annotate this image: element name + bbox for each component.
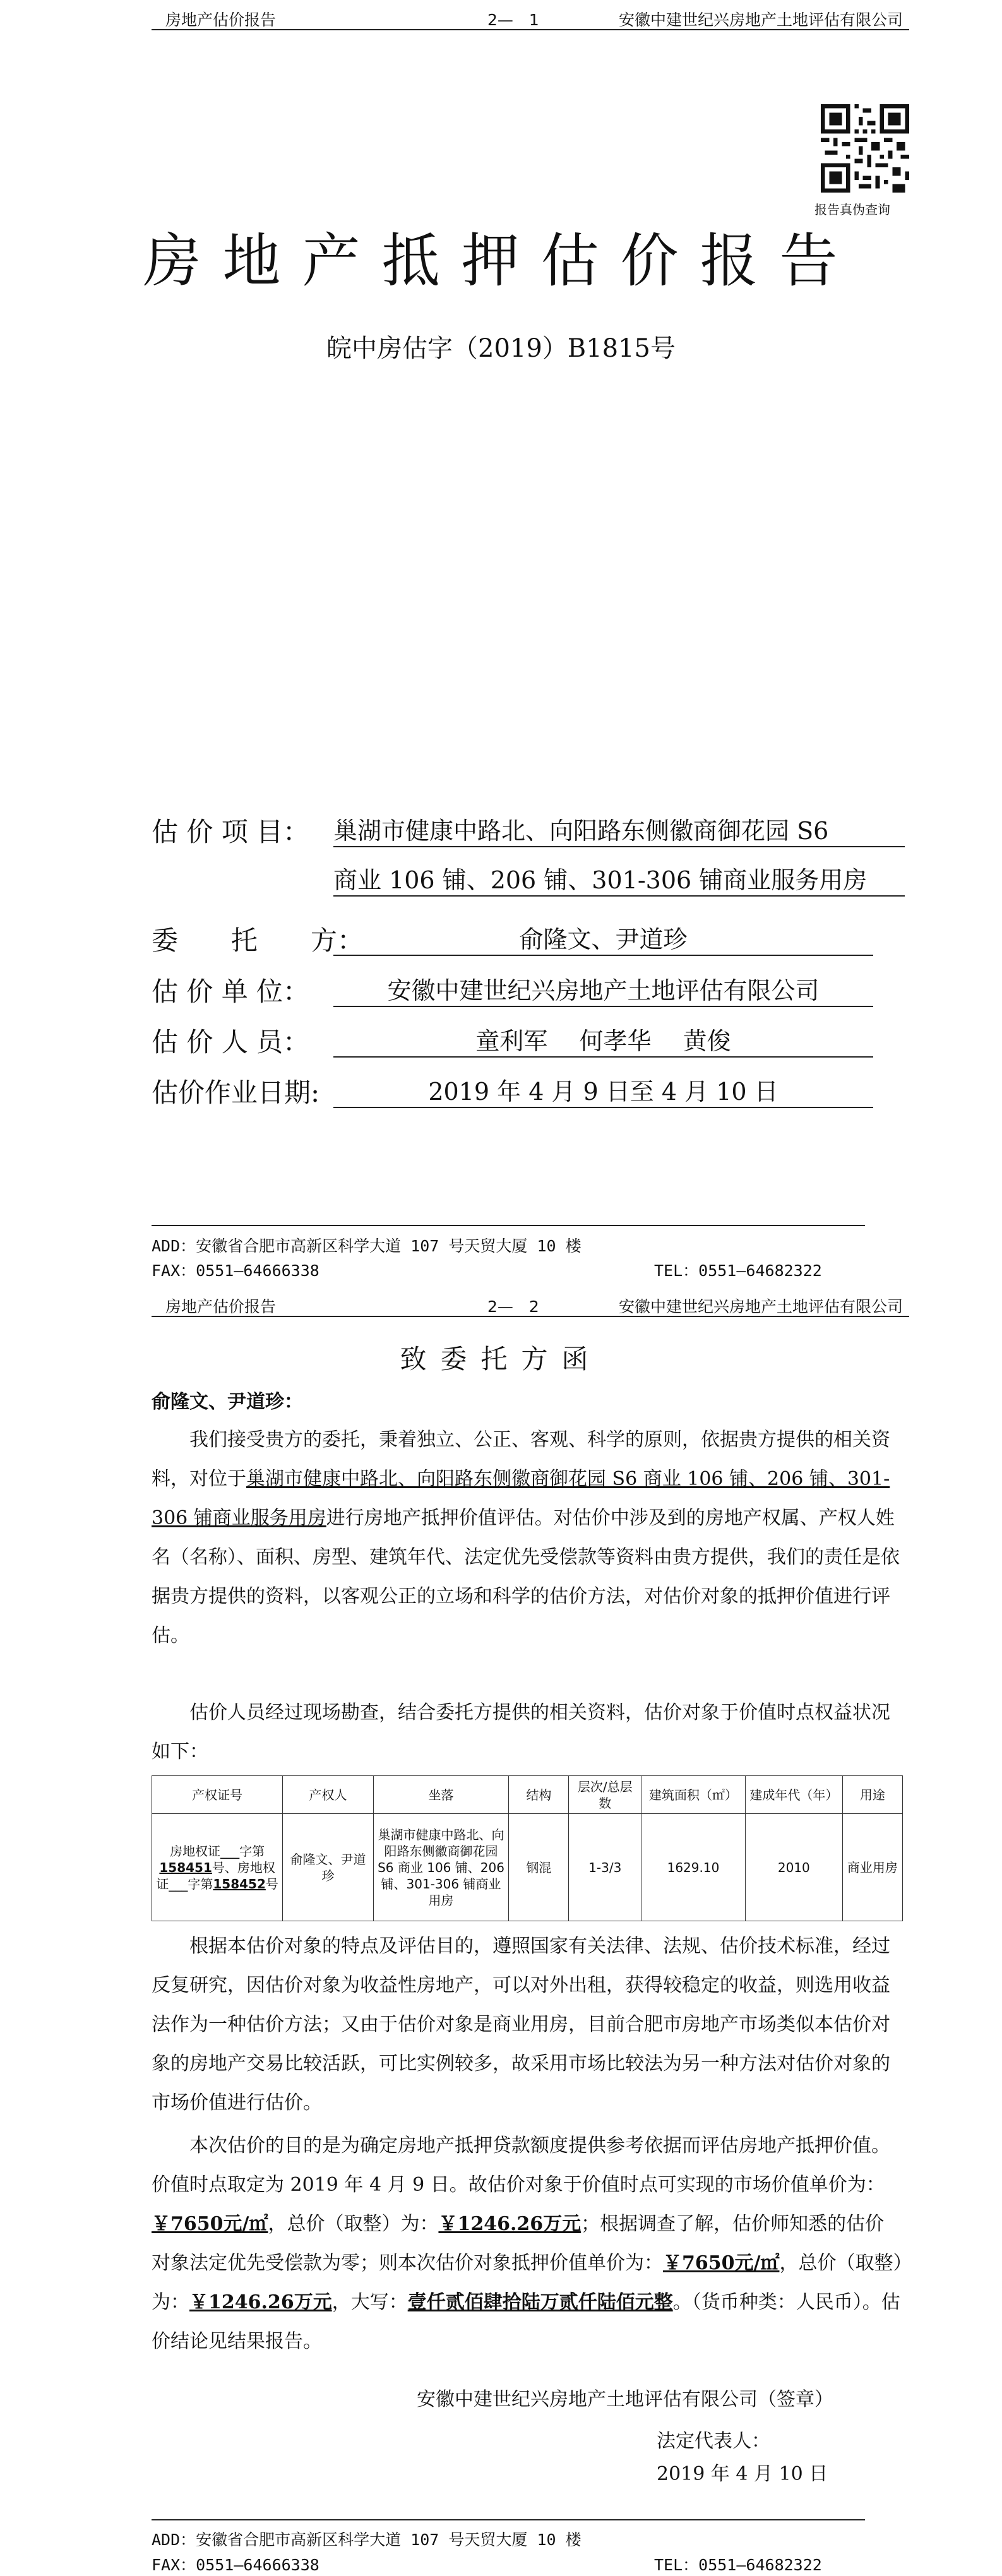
table-header: 产权证号 [152, 1776, 283, 1814]
paragraph-intro [152, 1421, 903, 1655]
date-label: 估价作业日期: [152, 1077, 320, 1108]
client-label: 委 托 方： [152, 925, 364, 956]
year-cell: 2010 [745, 1814, 842, 1921]
footer-tel: TEL：0551—64682322 [654, 1261, 822, 1280]
footer-fax: FAX：0551—64666338 [152, 2556, 319, 2574]
conclusion-text-a: 本次估价的目的是为确定房地产抵押贷款额度提供参考依据而评估房地产抵押价值。价值时点取定为 2019 年 4 月 9 日。故估价对象于价值时点可实现的市场价值单价为： [152, 2135, 890, 2196]
header-company: 安徽中建世纪兴房地产土地评估有限公司 [619, 11, 904, 29]
appraisers-label: 估 价 人 员： [152, 1027, 310, 1058]
table-header: 层次/总层数 [569, 1776, 641, 1814]
table-header: 建筑面积（㎡） [641, 1776, 746, 1814]
table-header-row [152, 1776, 903, 1814]
table-header: 用途 [842, 1776, 902, 1814]
project-value-line2: 商业 106 铺、206 铺、301-306 铺商业服务用房 [333, 861, 905, 897]
header-rule [152, 1316, 909, 1317]
date-value: 2019 年 4 月 9 日至 4 月 10 日 [333, 1072, 873, 1108]
footer-address: ADD：安徽省合肥市高新区科学大道 107 号天贸大厦 10 楼 [152, 2531, 582, 2549]
cert-number-2: 158452 [213, 1876, 266, 1892]
header-title: 房地产估价报告 [165, 1297, 277, 1316]
market-total-price: ￥1246.26万元 [438, 2213, 582, 2235]
footer-rule [152, 1225, 865, 1226]
conclusion-text-b: ，总价（取整）为： [268, 2213, 439, 2235]
paragraph-conclusion [152, 2126, 903, 2361]
paragraph-survey: 估价人员经过现场勘查，结合委托方提供的相关资料，估价对象于价值时点权益状况如下： [152, 1702, 890, 1763]
total-price-in-words: 壹仟贰佰肆拾陆万贰仟陆佰元整 [407, 2291, 673, 2313]
appraisers-value: 童利军 何孝华 黄俊 [333, 1022, 873, 1058]
qr-code-icon[interactable] [821, 104, 909, 193]
table-header: 结构 [509, 1776, 569, 1814]
conclusion-text-e: ，大写： [331, 2291, 408, 2313]
market-unit-price: ￥7650元/㎡ [152, 2213, 268, 2235]
header-title: 房地产估价报告 [165, 11, 277, 29]
location-cell: 巢湖市健康中路北、向阳路东侧徽商御花园 S6 商业 106 铺、206 铺、301-306 铺商业用房 [373, 1814, 509, 1921]
header-company: 安徽中建世纪兴房地产土地评估有限公司 [619, 1297, 904, 1316]
cert-number-1: 158451 [159, 1859, 212, 1875]
header-page-number: 2— 2 [487, 1297, 539, 1316]
footer-address: ADD：安徽省合肥市高新区科学大道 107 号天贸大厦 10 楼 [152, 1237, 582, 1255]
use-cell: 商业用房 [842, 1814, 902, 1921]
table-row [152, 1814, 903, 1921]
table-header: 建成年代（年） [745, 1776, 842, 1814]
project-label: 估 价 项 目： [152, 816, 310, 847]
report-number: 皖中房估字（2019）B1815号 [326, 334, 676, 363]
cert-prefix: 房地权证___字第 [170, 1843, 265, 1859]
area-cell: 1629.10 [641, 1814, 746, 1921]
letter-title: 致委托方函 [400, 1344, 602, 1374]
property-table [152, 1775, 903, 1921]
report-title: 房地产抵押估价报告 [143, 227, 859, 295]
cert-suffix: 号 [265, 1876, 278, 1892]
conclusion-text-d: ，总价（取整）为： [152, 2252, 903, 2313]
mortgage-total-price: ￥1246.26万元 [189, 2291, 332, 2313]
header-page-number: 2— 1 [487, 11, 539, 29]
conclusion-text-f: 。（货币种类：人民币）。估价结论见结果报告。 [152, 2291, 900, 2352]
cert-middle: 号、房地权证___字第 [156, 1859, 275, 1892]
project-value-line1: 巢湖市健康中路北、向阳路东侧徽商御花园 S6 [333, 811, 905, 847]
legal-representative: 法定代表人： [657, 2430, 770, 2452]
salutation: 俞隆文、尹道珍： [152, 1391, 303, 1413]
mortgage-unit-price: ￥7650元/㎡ [663, 2252, 780, 2274]
qr-caption: 报告真伪查询 [814, 202, 890, 217]
table-header: 产权人 [283, 1776, 373, 1814]
signing-company: 安徽中建世纪兴房地产土地评估有限公司（签章） [417, 2388, 833, 2411]
appraiser-org-value: 安徽中建世纪兴房地产土地评估有限公司 [333, 971, 873, 1007]
conclusion-text-c: ；根据调查了解，估价师知悉的估价对象法定优先受偿款为零；则本次估价对象抵押价值单价为： [152, 2213, 885, 2274]
property-address: 巢湖市健康中路北、向阳路东侧徽商御花园 S6 商业 106 铺、206 铺、301-306 铺商业服务用房 [152, 1468, 890, 1529]
signing-date: 2019 年 4 月 10 日 [657, 2463, 828, 2485]
paragraph-intro-a: 我们接受贵方的委托，秉着独立、公正、客观、科学的原则，依据贵方提供的相关资料，对位于 [152, 1429, 890, 1490]
structure-cell: 钢混 [509, 1814, 569, 1921]
footer-rule [152, 2519, 865, 2520]
paragraph-intro-b: 进行房地产抵押价值评估。对估价中涉及到的房地产权属、产权人姓名（名称）、面积、房型、建筑年代、法定优先受偿款等资料由贵方提供，我们的责任是依据贵方提供的资料，以客观公正的立场和科学的估价方法，对估价对象的抵押价值进行评估。 [152, 1507, 900, 1647]
footer-fax: FAX：0551—64666338 [152, 1261, 319, 1280]
client-value: 俞隆文、尹道珍 [333, 920, 873, 956]
floors-cell: 1-3/3 [569, 1814, 641, 1921]
owner-cell: 俞隆文、尹道珍 [283, 1814, 373, 1921]
cert-number-cell [152, 1814, 283, 1921]
table-header: 坐落 [373, 1776, 509, 1814]
footer-tel: TEL：0551—64682322 [654, 2556, 822, 2574]
header-rule [152, 29, 909, 30]
paragraph-methods: 根据本估价对象的特点及评估目的，遵照国家有关法律、法规、估价技术标准，经过反复研究，因估价对象为收益性房地产，可以对外出租，获得较稳定的收益，则选用收益法作为一种估价方法；又由于估价对象是商业用房，目前合肥市房地产市场类似本估价对象的房地产交易比较活跃，可比实例较多，故采用市场比较法为另一种方法对估价对象的市场价值进行估价。 [152, 1935, 890, 2114]
appraiser-org-label: 估 价 单 位： [152, 976, 310, 1007]
